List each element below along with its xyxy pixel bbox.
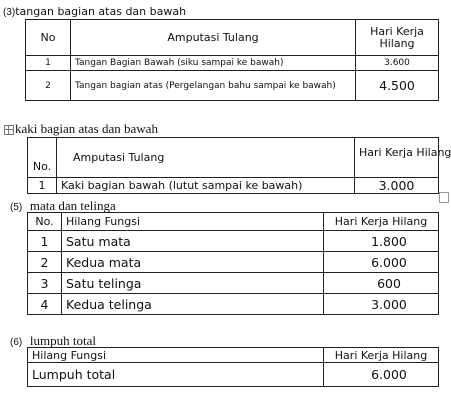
row-no: 1 xyxy=(28,231,62,252)
header-hilang-fungsi: Hilang Fungsi xyxy=(62,213,324,231)
row-days: 3.000 xyxy=(324,294,439,315)
row-no: 1 xyxy=(28,178,57,194)
section-5-title: mata dan telinga xyxy=(29,198,116,213)
header-hilang-fungsi: Hilang Fungsi xyxy=(28,348,324,363)
header-hari-kerja: Hari Kerja Hilang xyxy=(355,138,439,178)
row-description: Lumpuh total xyxy=(28,363,324,387)
section-5-number: (5) xyxy=(10,202,23,213)
row-days: 1.800 xyxy=(324,231,439,252)
section-4-heading xyxy=(4,122,158,136)
row-days: 3.000 xyxy=(355,178,439,194)
table-header-row xyxy=(28,213,439,231)
table-section-6 xyxy=(27,347,439,387)
table-section-4 xyxy=(27,137,451,194)
row-no: 1 xyxy=(26,56,71,71)
header-no: No. xyxy=(28,138,57,178)
table-row xyxy=(28,252,439,273)
row-days: 3.600 xyxy=(356,56,439,71)
row-description: Satu mata xyxy=(62,231,324,252)
section-4-title: kaki bagian atas dan bawah xyxy=(15,121,158,136)
section-3-number: (3) xyxy=(3,7,16,18)
header-no: No xyxy=(26,20,71,56)
table-section-5 xyxy=(27,212,439,315)
table-resize-handle[interactable] xyxy=(439,192,449,203)
row-description: Kedua telinga xyxy=(62,294,324,315)
row-days: 6.000 xyxy=(324,252,439,273)
header-amputasi: Amputasi Tulang xyxy=(57,138,355,178)
row-no: 4 xyxy=(28,294,62,315)
header-no: No. xyxy=(28,213,62,231)
row-no: 2 xyxy=(26,71,71,101)
header-amputasi: Amputasi Tulang xyxy=(71,20,356,56)
row-description: Kedua mata xyxy=(62,252,324,273)
row-no: 2 xyxy=(28,252,62,273)
table-row xyxy=(28,294,439,315)
row-description: Kaki bagian bawah (lutut sampai ke bawah) xyxy=(57,178,355,194)
header-hari-kerja: Hari Kerja Hilang xyxy=(324,348,439,363)
table-row xyxy=(26,56,439,71)
section-6-title: lumpuh total xyxy=(29,333,96,348)
move-anchor-icon xyxy=(4,125,14,135)
table-row xyxy=(28,363,439,387)
table-row xyxy=(26,71,439,101)
section-3-title: tangan bagian atas dan bawah xyxy=(15,5,187,18)
header-hari-kerja: Hari Kerja Hilang xyxy=(356,20,439,56)
row-description: Tangan bagian atas (Pergelangan bahu sampai ke bawah) xyxy=(71,71,356,101)
row-description: Satu telinga xyxy=(62,273,324,294)
row-days: 4.500 xyxy=(356,71,439,101)
row-days: 6.000 xyxy=(324,363,439,387)
table-row xyxy=(28,273,439,294)
section-3-heading xyxy=(3,4,186,20)
row-description: Tangan Bagian Bawah (siku sampai ke bawah) xyxy=(71,56,356,71)
table-row xyxy=(28,178,439,194)
table-header-row xyxy=(28,138,439,178)
table-header-row xyxy=(26,20,439,56)
table-header-row xyxy=(28,348,439,363)
row-days: 600 xyxy=(324,273,439,294)
section-6-number: (6) xyxy=(10,337,23,348)
row-no: 3 xyxy=(28,273,62,294)
table-section-3 xyxy=(25,19,439,101)
header-hari-kerja: Hari Kerja Hilang xyxy=(324,213,439,231)
table-row xyxy=(28,231,439,252)
